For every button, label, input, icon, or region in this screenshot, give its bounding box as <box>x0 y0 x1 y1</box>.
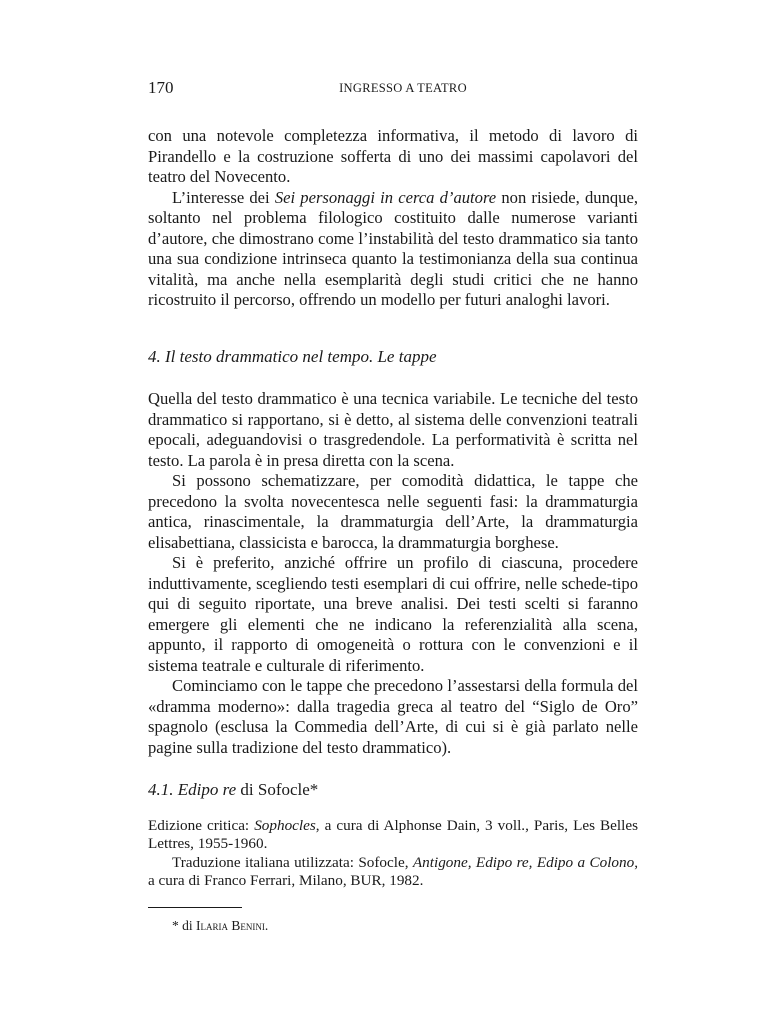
section-4-1-heading <box>148 780 638 801</box>
section-4-paragraph-1: Quella del testo drammatico è una tecnica variabile. Le tecniche del testo drammatico si rapportano, si è detto, al sistema delle convenzioni teatrali epocali, adeguandovisi o trasgredendole. La performatività è scritta nel testo. La parola è in presa diretta con la scena. <box>148 389 638 470</box>
translation-details: , a cura di Franco Ferrari, Milano, BUR, 1982. <box>148 853 638 889</box>
intro-paragraph-2 <box>148 188 638 311</box>
translation-title: Antigone, Edipo re, Edipo a Colono <box>412 853 635 871</box>
page-header <box>148 78 638 98</box>
section-4-paragraph-4: Cominciamo con le tappe che precedono l’assestarsi della formula del «dramma moderno»: dalla tragedia greca al teatro del “Siglo de Oro” spagnolo (esclusa la Commedia dell’Arte, di cui si è già parlato nelle pagine sulla tradizione del testo drammatico). <box>148 676 638 757</box>
footnote-marker: * di <box>172 918 197 933</box>
footnote <box>172 918 268 934</box>
intro-p2-start: L’interesse dei <box>172 187 275 207</box>
section-4-1-number: 4.1. <box>148 780 178 799</box>
section-4-paragraph-3: Si è preferito, anziché offrire un profilo di ciascuna, procedere induttivamente, scegliendo testi esemplari di cui offrire, nelle schede-tipo qui di seguito riportate, una breve analisi. Dei testi scelti si faranno emergere gli elementi che ne indicano la referenzialità alla scena, appunto, il rapporto di omogeneità o rottura con le convenzioni e il sistema teatrale e culturale di riferimento. <box>148 553 638 675</box>
footnote-rule <box>148 907 242 908</box>
critical-edition-label: Edizione critica: <box>148 816 255 834</box>
footnote-author: Ilaria Benini. <box>196 918 269 933</box>
translation-entry <box>148 854 638 891</box>
intro-p2-rest: non risiede, dunque, soltanto nel problema filologico costituito dalle numerose varianti d’autore, che dimostrano come l’instabilità del testo drammatico sia tanto una sua condizione intrinseca quanto la testimonianza della sua continua vitalità, ma anche nella esemplarità degli studi critici che ne hanno ricostruito il percorso, offrendo un modello per futuri analoghi lavori. <box>148 187 638 309</box>
intro-paragraph-1: con una notevole completezza informativa, il metodo di lavoro di Pirandello e la costruzione sofferta di uno dei massimi capolavori del teatro del Novecento. <box>148 126 638 186</box>
section-4-paragraph-2: Si possono schematizzare, per comodità didattica, le tappe che precedono la svolta novecentesca nelle seguenti fasi: la drammaturgia antica, rinascimentale, la drammaturgia dell’Arte, la drammaturgia elisabettiana, classicista e barocca, la drammaturgia borghese. <box>148 471 638 552</box>
page-number: 170 <box>148 78 174 97</box>
translation-label: Traduzione italiana utilizzata: Sofocle, <box>172 853 413 871</box>
critical-edition-title: Sophocles <box>254 816 316 834</box>
critical-edition-details: , a cura di Alphonse Dain, 3 voll., Paris, Les Belles Lettres, 1955-1960. <box>148 816 639 852</box>
critical-edition-entry <box>148 817 638 854</box>
section-4-heading: 4. Il testo drammatico nel tempo. Le tappe <box>148 346 437 366</box>
section-4-1-author: di Sofocle* <box>236 780 319 799</box>
play-title-sei-personaggi: Sei personaggi in cerca d’autore <box>274 187 497 207</box>
running-title: INGRESSO A TEATRO <box>339 81 467 95</box>
page-body <box>148 126 638 891</box>
section-4-1-title: Edipo re <box>177 780 237 799</box>
